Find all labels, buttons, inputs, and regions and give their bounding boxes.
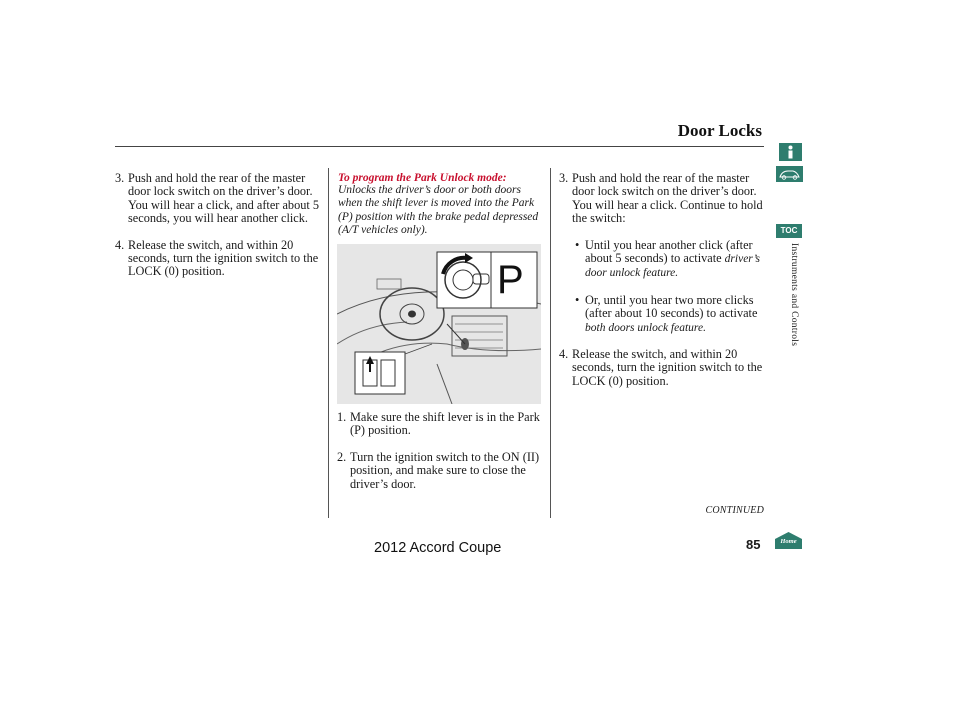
step-3-right	[559, 172, 764, 226]
home-button[interactable]	[775, 532, 802, 549]
shift-lever-illustration	[337, 244, 541, 404]
step-3-left	[115, 172, 320, 226]
page-number: 85	[746, 537, 761, 552]
bullet-item	[572, 294, 764, 335]
bullet-dot: •	[575, 292, 580, 307]
step-2-middle	[337, 451, 543, 491]
step-number: 2.	[337, 449, 347, 464]
info-button[interactable]	[779, 143, 802, 161]
step-number: 3.	[115, 171, 125, 185]
bullet-text: Or, until you hear two more clicks (after about 10 seconds) to activate	[585, 292, 758, 321]
step-text: Release the switch, and within 20 seconds, turn the ignition switch to the LOCK (0) position.	[572, 347, 763, 388]
step-number: 3.	[559, 171, 569, 185]
toc-button[interactable]: TOC	[776, 224, 802, 238]
step-number: 1.	[337, 410, 347, 424]
step-text: Release the switch, and within 20 seconds, turn the ignition switch to the LOCK (0) position.	[128, 237, 319, 279]
step-text: Push and hold the rear of the master door lock switch on the driver’s door. You will hear a click, and after about 5 seconds, you will hear another click.	[128, 171, 320, 226]
middle-intro	[338, 172, 542, 237]
left-column	[115, 172, 320, 292]
bullet-list	[559, 239, 764, 335]
section-label: Instruments and Controls	[789, 243, 799, 347]
car-index-button[interactable]	[776, 166, 803, 182]
page-title: Door Locks	[677, 121, 762, 140]
column-divider-right	[550, 168, 551, 518]
step-4-right	[559, 348, 764, 388]
park-unlock-note: Unlocks the driver’s door or both doors when the shift lever is moved into the Park (P) position with the brake pedal depressed (A/T vehicles only).	[338, 184, 539, 236]
continued-label: CONTINUED	[705, 505, 764, 516]
bullet-item	[572, 239, 764, 281]
step-4-left	[115, 239, 320, 279]
right-column	[559, 172, 764, 401]
home-label: Home	[780, 538, 797, 545]
step-number: 4.	[115, 237, 125, 252]
bullet-text: Until you hear another click (after about 5 seconds) to activate	[585, 237, 753, 266]
header-rule	[115, 146, 764, 147]
model-name: 2012 Accord Coupe	[374, 540, 502, 556]
step-number: 4.	[559, 347, 569, 362]
info-icon	[779, 143, 802, 161]
park-gear-letter: P	[497, 258, 524, 302]
step-text: Push and hold the rear of the master door lock switch on the driver’s door. You will hear a click. Continue to hold the switch:	[572, 171, 763, 226]
step-1-middle	[337, 411, 543, 438]
park-unlock-heading: To program the Park Unlock mode:	[338, 172, 507, 184]
car-icon	[776, 166, 803, 182]
feature-name: both doors unlock feature.	[585, 321, 706, 334]
middle-steps	[337, 411, 543, 504]
step-text: Turn the ignition switch to the ON (II) position, and make sure to close the driver’s door.	[350, 449, 540, 491]
feature-name: driver’s door unlock feature.	[585, 253, 761, 280]
column-divider-left	[328, 168, 329, 518]
bullet-dot: •	[575, 237, 580, 252]
step-text: Make sure the shift lever is in the Park (P) position.	[350, 410, 540, 438]
